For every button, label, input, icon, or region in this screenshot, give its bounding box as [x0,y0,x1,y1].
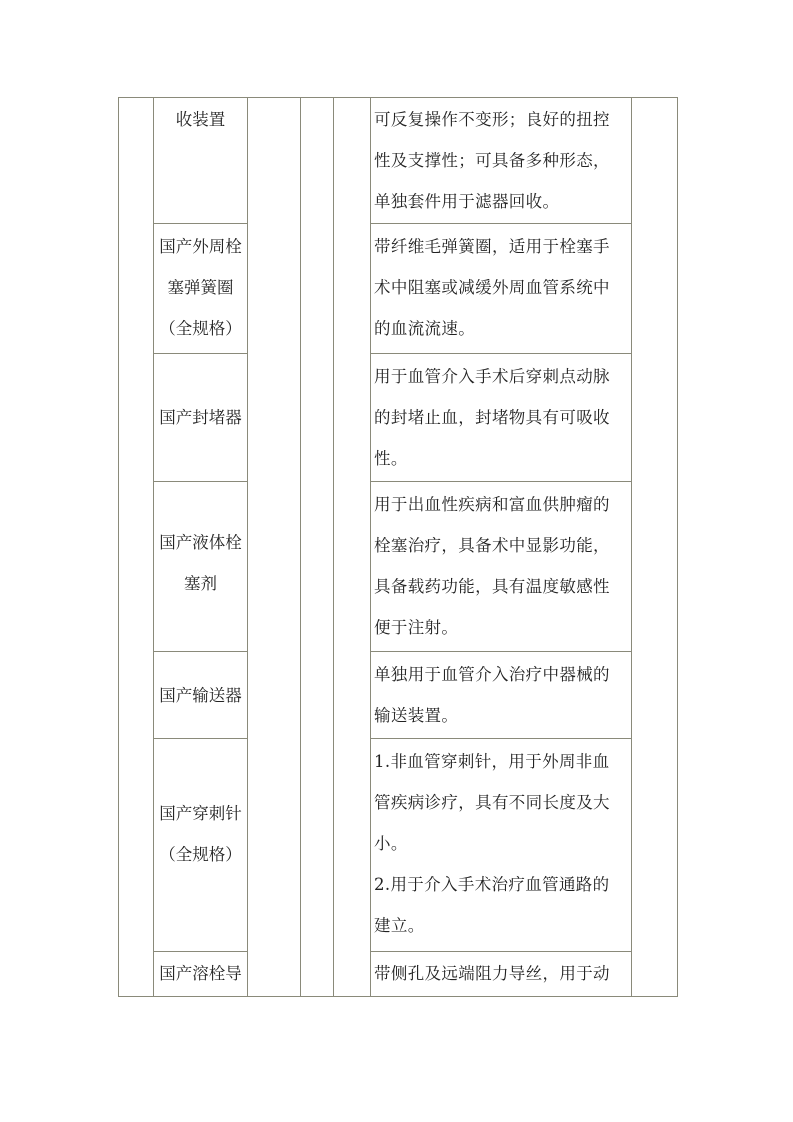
blank-cell [334,98,371,997]
description-text: 1.非血管穿刺针，用于外周非血管疾病诊疗，具有不同长度及大小。 2.用于介入手术治疗血管通路的建立。 [374,752,610,935]
description-cell [371,224,632,354]
description-cell [371,354,632,482]
index-cell [119,98,154,997]
product-name: 国产液体栓塞剂 [159,532,242,593]
description-text: 可反复操作不变形；良好的扭控性及支撑性；可具备多种形态，单独套件用于滤器回收。 [374,110,610,211]
table-row [119,652,678,739]
description-cell [371,652,632,739]
description-text: 单独用于血管介入治疗中器械的输送装置。 [374,665,610,725]
description-text: 用于出血性疾病和富血供肿瘤的栓塞治疗，具备术中显影功能，具备载药功能，具有温度敏感性便于注射。 [374,495,610,637]
product-name: 国产封堵器 [159,408,242,427]
table-row [119,224,678,354]
description-cell [371,98,632,224]
product-name: 国产溶栓导 [159,964,242,983]
product-name-cell [154,354,248,482]
product-name: 国产输送器 [159,685,242,705]
product-name: 国产穿刺针（全规格） [159,804,242,864]
description-cell [371,952,632,997]
description-text: 用于血管介入手术后穿刺点动脉的封堵止血，封堵物具有可吸收性。 [374,367,610,468]
product-name-cell [154,652,248,739]
description-cell [371,739,632,952]
product-name: 收装置 [175,110,226,129]
product-name-cell [154,482,248,652]
product-name-cell [154,98,248,224]
blank-cell [632,98,678,997]
description-text: 带纤维毛弹簧圈，适用于栓塞手术中阻塞或减缓外周血管系统中的血流流速。 [374,237,610,338]
table-row [119,482,678,652]
table-row [119,354,678,482]
description-text: 带侧孔及远端阻力导丝，用于动 [374,964,610,983]
description-cell [371,482,632,652]
blank-cell [248,98,301,997]
blank-cell [301,98,334,997]
table-row [119,98,678,224]
product-name-cell [154,224,248,354]
table-row [119,739,678,952]
product-name-cell [154,952,248,997]
table-row [119,952,678,997]
product-name-cell [154,739,248,952]
product-name: 国产外周栓塞弹簧圈（全规格） [159,237,242,338]
spec-table [118,97,678,997]
